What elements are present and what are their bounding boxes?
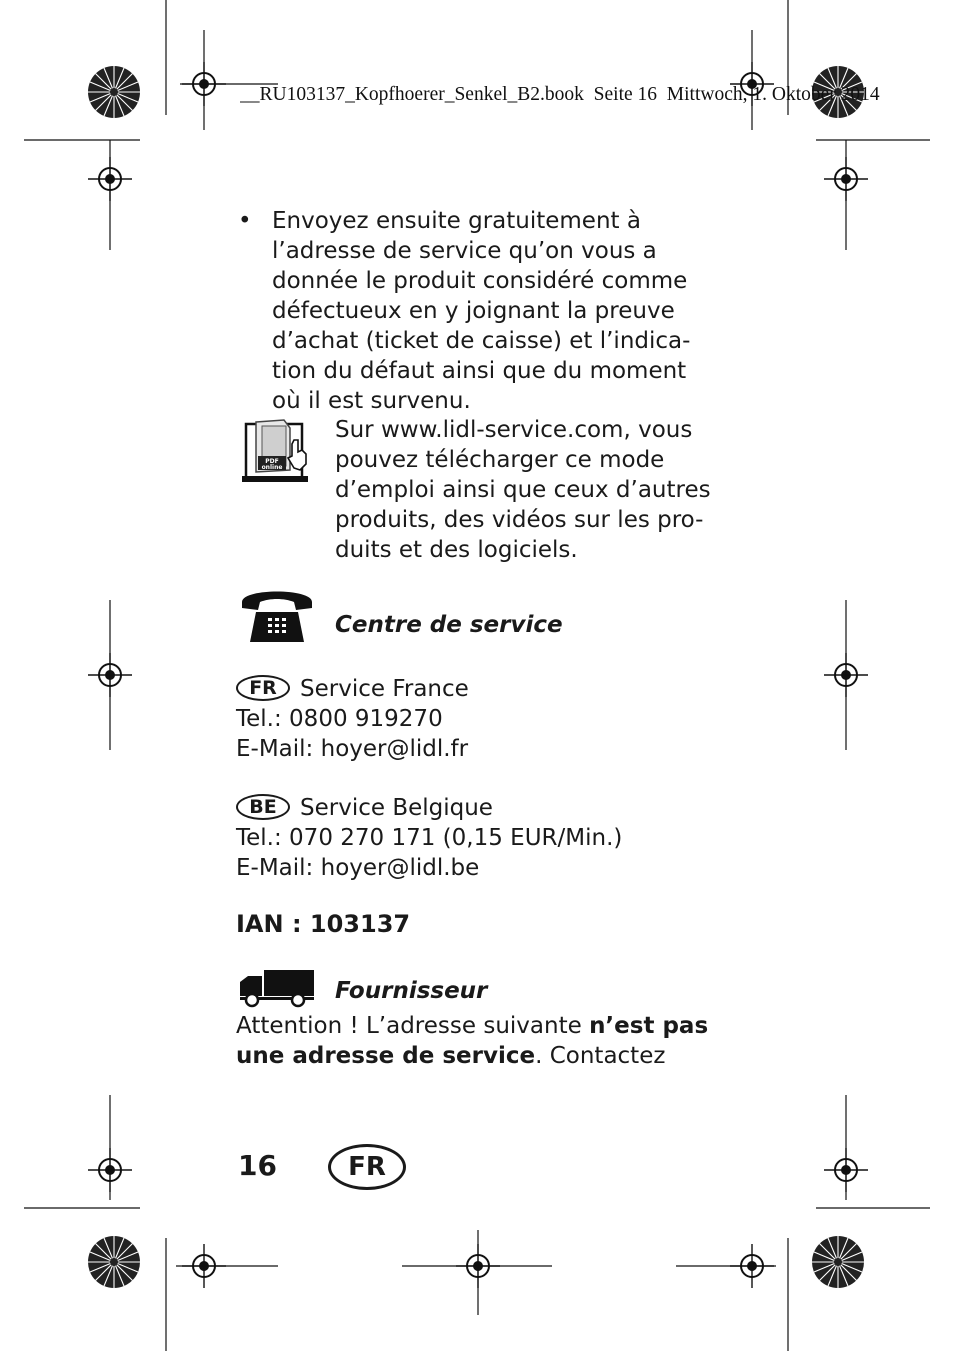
print-header-page: Seite 16: [593, 84, 658, 105]
supplier-text-2: . Contactez: [535, 1043, 666, 1069]
pdf-line: duits et des logiciels.: [335, 537, 578, 563]
service-belgium-tel: Tel.: 070 270 171 (0,15 EUR/Min.): [236, 825, 623, 851]
supplier-heading: Fournisseur: [335, 978, 488, 1004]
pdf-line: produits, des vidéos sur les pro-: [335, 507, 704, 533]
supplier-text-1: Attention ! L’adresse suivante: [236, 1013, 590, 1039]
country-badge-be: BE: [236, 794, 290, 820]
print-header-date: Mittwoch, 1. Oktober 2014: [666, 84, 880, 105]
page-number: 16: [238, 1149, 277, 1182]
supplier-bold-1: n’est pas: [589, 1013, 709, 1039]
bullet-line: où il est survenu.: [272, 388, 471, 414]
bullet-paragraph: [272, 206, 692, 416]
service-belgium-name: Service Belgique: [300, 795, 493, 821]
telephone-icon: [238, 584, 316, 646]
pdf-icon-label: PDF: [265, 458, 279, 465]
supplier-paragraph: [236, 1011, 716, 1071]
pdf-download-paragraph: [335, 415, 711, 565]
truck-icon: [238, 968, 316, 1008]
bullet-marker: •: [238, 208, 252, 234]
bullet-line: défectueux en y joignant la preuve: [272, 298, 675, 324]
print-header: [240, 84, 930, 114]
service-france-tel: Tel.: 0800 919270: [236, 706, 443, 732]
pdf-icon-online-label: online: [261, 464, 283, 471]
country-badge-fr: FR: [236, 675, 290, 701]
bullet-line: l’adresse de service qu’on vous a: [272, 238, 657, 264]
service-france-name: Service France: [300, 676, 469, 702]
service-france-block: [236, 674, 716, 764]
service-france-email: E-Mail: hoyer@lidl.fr: [236, 736, 469, 762]
pdf-line: Sur www.lidl-service.com, vous: [335, 417, 693, 443]
bullet-line: tion du défaut ainsi que du moment: [272, 358, 687, 384]
supplier-bold-2: une adresse de service: [236, 1043, 536, 1069]
pdf-line: d’emploi ainsi que ceux d’autres: [335, 477, 711, 503]
bullet-line: donnée le produit considéré comme: [272, 268, 688, 294]
language-badge-fr: FR: [328, 1144, 406, 1190]
pdf-online-icon: [240, 418, 318, 486]
print-header-filename: __RU103137_Kopfhoerer_Senkel_B2.book: [240, 84, 584, 105]
service-centre-heading: Centre de service: [335, 612, 563, 638]
pdf-line: pouvez télécharger ce mode: [335, 447, 665, 473]
bullet-line: d’achat (ticket de caisse) et l’indica-: [272, 328, 691, 354]
service-belgium-block: [236, 793, 716, 883]
ian-number: IAN : 103137: [236, 910, 411, 938]
service-belgium-email: E-Mail: hoyer@lidl.be: [236, 855, 480, 881]
bullet-line: Envoyez ensuite gratuitement à: [272, 208, 641, 234]
